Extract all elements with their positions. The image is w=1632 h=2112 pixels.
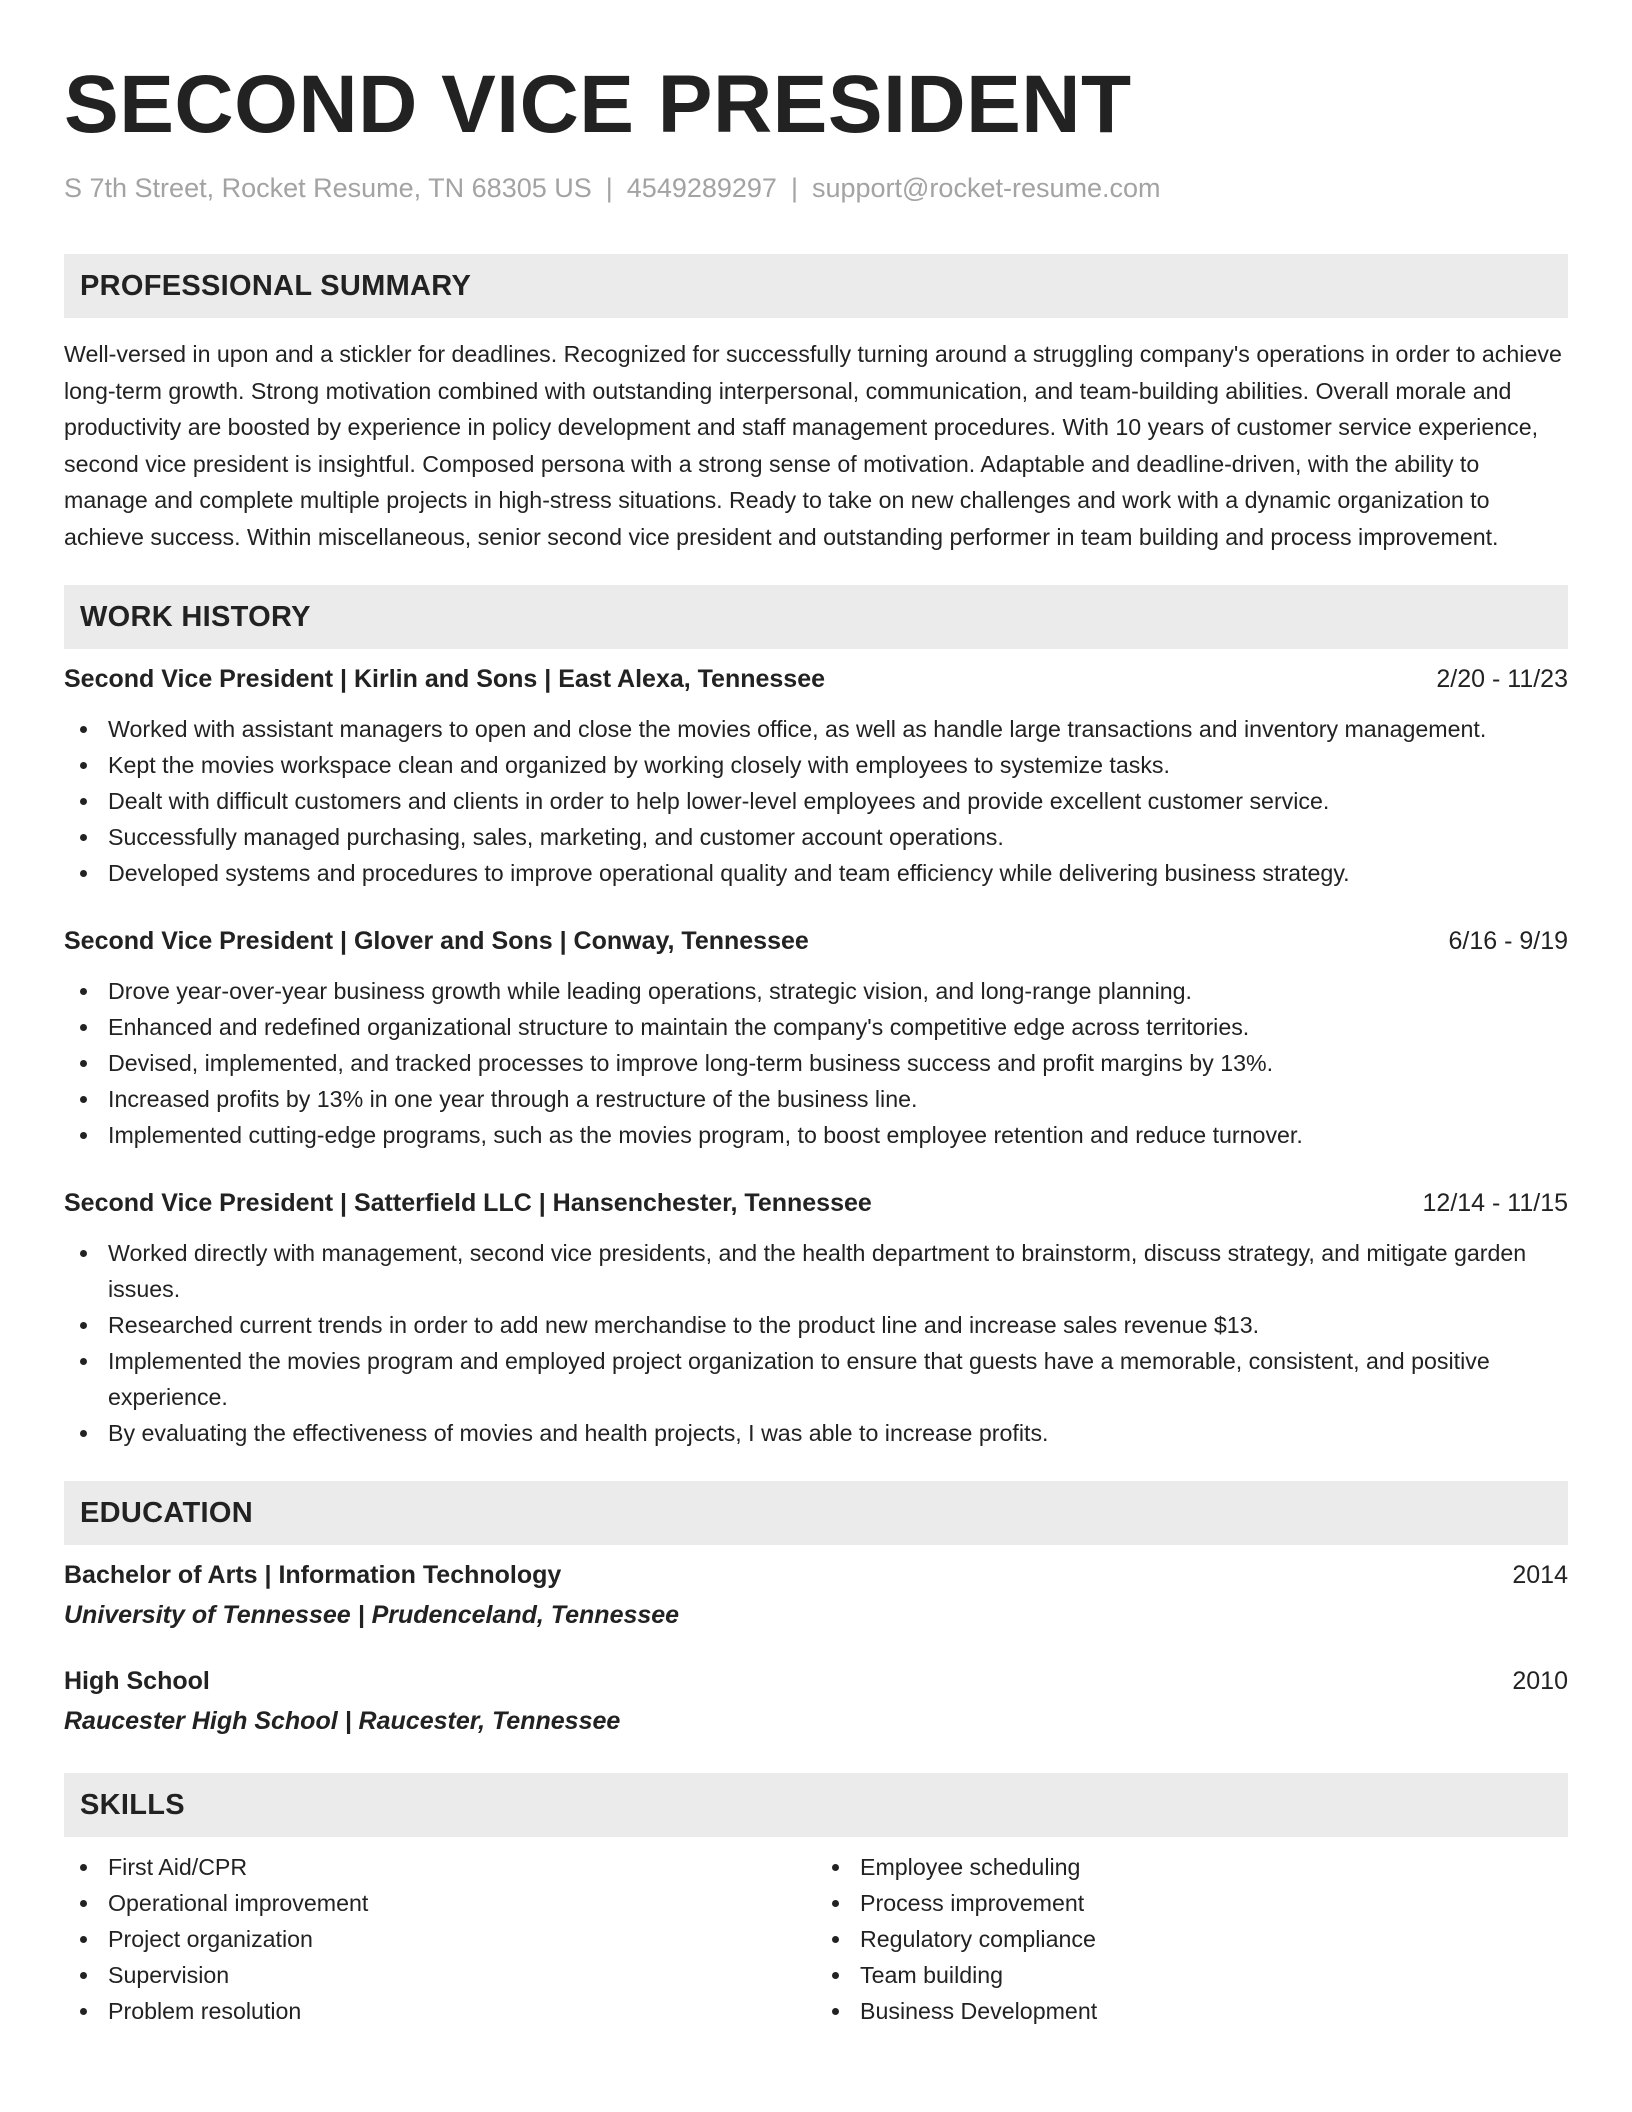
education-year: 2010	[1512, 1667, 1568, 1695]
education-heading: EDUCATION	[80, 1496, 253, 1529]
contact-line	[64, 173, 1568, 204]
contact-address: S 7th Street, Rocket Resume, TN 68305 US	[64, 173, 592, 203]
job-dates: 12/14 - 11/15	[1422, 1189, 1568, 1217]
job-bullet: Increased profits by 13% in one year through a restructure of the business line.	[64, 1081, 1568, 1117]
skills-column-left	[64, 1849, 816, 2029]
job-entry	[64, 661, 1568, 891]
job-dates: 2/20 - 11/23	[1436, 665, 1568, 693]
job-bullet: Worked with assistant managers to open and close the movies office, as well as handle large transactions and inventory management.	[64, 711, 1568, 747]
skill-item: Regulatory compliance	[816, 1921, 1568, 1957]
education-header	[64, 1557, 1568, 1593]
job-header	[64, 923, 1568, 959]
job-bullet: Implemented cutting-edge programs, such as the movies program, to boost employee retention and reduce turnover.	[64, 1117, 1568, 1153]
skill-item: Employee scheduling	[816, 1849, 1568, 1885]
job-entry	[64, 923, 1568, 1153]
contact-separator: |	[790, 173, 798, 203]
education-header	[64, 1663, 1568, 1699]
job-header	[64, 661, 1568, 697]
skill-item: Project organization	[64, 1921, 816, 1957]
job-bullet: Implemented the movies program and employed project organization to ensure that guests have a memorable, consistent, and positive experience.	[64, 1343, 1568, 1415]
skill-item: Problem resolution	[64, 1993, 816, 2029]
skills-list	[64, 1849, 1568, 2029]
contact-email: support@rocket-resume.com	[811, 173, 1161, 203]
job-entry	[64, 1185, 1568, 1451]
job-bullet: Successfully managed purchasing, sales, marketing, and customer account operations.	[64, 819, 1568, 855]
skills-section-header	[64, 1773, 1568, 1837]
education-degree: Bachelor of Arts | Information Technology	[64, 1561, 562, 1589]
job-bullets	[64, 711, 1568, 891]
skill-item: Operational improvement	[64, 1885, 816, 1921]
contact-separator: |	[605, 173, 613, 203]
job-bullet: By evaluating the effectiveness of movies and health projects, I was able to increase profits.	[64, 1415, 1568, 1451]
education-section-header	[64, 1481, 1568, 1545]
contact-phone: 4549289297	[626, 173, 777, 203]
job-title: Second Vice President | Satterfield LLC | Hansenchester, Tennessee	[64, 1189, 872, 1217]
job-bullet: Kept the movies workspace clean and organized by working closely with employees to systemize tasks.	[64, 747, 1568, 783]
job-bullet: Researched current trends in order to add new merchandise to the product line and increase sales revenue $13.	[64, 1307, 1568, 1343]
job-bullet: Dealt with difficult customers and clients in order to help lower-level employees and provide excellent customer service.	[64, 783, 1568, 819]
job-bullets	[64, 973, 1568, 1153]
education-degree: High School	[64, 1667, 210, 1695]
job-bullet: Developed systems and procedures to improve operational quality and team efficiency while delivering business strategy.	[64, 855, 1568, 891]
skill-item: Supervision	[64, 1957, 816, 1993]
job-title: Second Vice President | Kirlin and Sons | East Alexa, Tennessee	[64, 665, 826, 693]
job-bullets	[64, 1235, 1568, 1451]
education-school: Raucester High School | Raucester, Tennessee	[64, 1707, 621, 1735]
job-bullet: Enhanced and redefined organizational structure to maintain the company's competitive edge across territories.	[64, 1009, 1568, 1045]
education-entry	[64, 1663, 1568, 1739]
skill-item: Team building	[816, 1957, 1568, 1993]
skill-item: Business Development	[816, 1993, 1568, 2029]
job-dates: 6/16 - 9/19	[1448, 927, 1568, 955]
skill-item: First Aid/CPR	[64, 1849, 816, 1885]
skill-item: Process improvement	[816, 1885, 1568, 1921]
candidate-name: SECOND VICE PRESIDENT	[64, 59, 1132, 150]
job-bullet: Drove year-over-year business growth while leading operations, strategic vision, and long-range planning.	[64, 973, 1568, 1009]
summary-text: Well-versed in upon and a stickler for deadlines. Recognized for successfully turning around a struggling company's operations in order to achieve long-term growth. Strong motivation combined with outstanding interpersonal, communication, and team-building abilities. Overall morale and productivity are boosted by experience in policy development and staff management procedures. With 10 years of customer service experience, second vice president is insightful. Composed persona with a strong sense of motivation. Adaptable and deadline-driven, with the ability to manage and complete multiple projects in high-stress situations. Ready to take on new challenges and work with a dynamic organization to achieve success. Within miscellaneous, senior second vice president and outstanding performer in team building and process improvement.	[64, 341, 1562, 550]
job-bullet: Devised, implemented, and tracked processes to improve long-term business success and profit margins by 13%.	[64, 1045, 1568, 1081]
work-heading: WORK HISTORY	[80, 600, 311, 633]
work-section-header	[64, 585, 1568, 649]
skills-heading: SKILLS	[80, 1788, 185, 1821]
skills-column-right	[816, 1849, 1568, 2029]
education-entry	[64, 1557, 1568, 1633]
summary-heading: PROFESSIONAL SUMMARY	[80, 269, 472, 302]
job-header	[64, 1185, 1568, 1221]
job-bullet: Worked directly with management, second vice presidents, and the health department to brainstorm, discuss strategy, and mitigate garden issues.	[64, 1235, 1568, 1307]
summary-section-header	[64, 254, 1568, 318]
job-title: Second Vice President | Glover and Sons | Conway, Tennessee	[64, 927, 809, 955]
education-school: University of Tennessee | Prudenceland, Tennessee	[64, 1601, 680, 1629]
education-year: 2014	[1512, 1561, 1568, 1589]
